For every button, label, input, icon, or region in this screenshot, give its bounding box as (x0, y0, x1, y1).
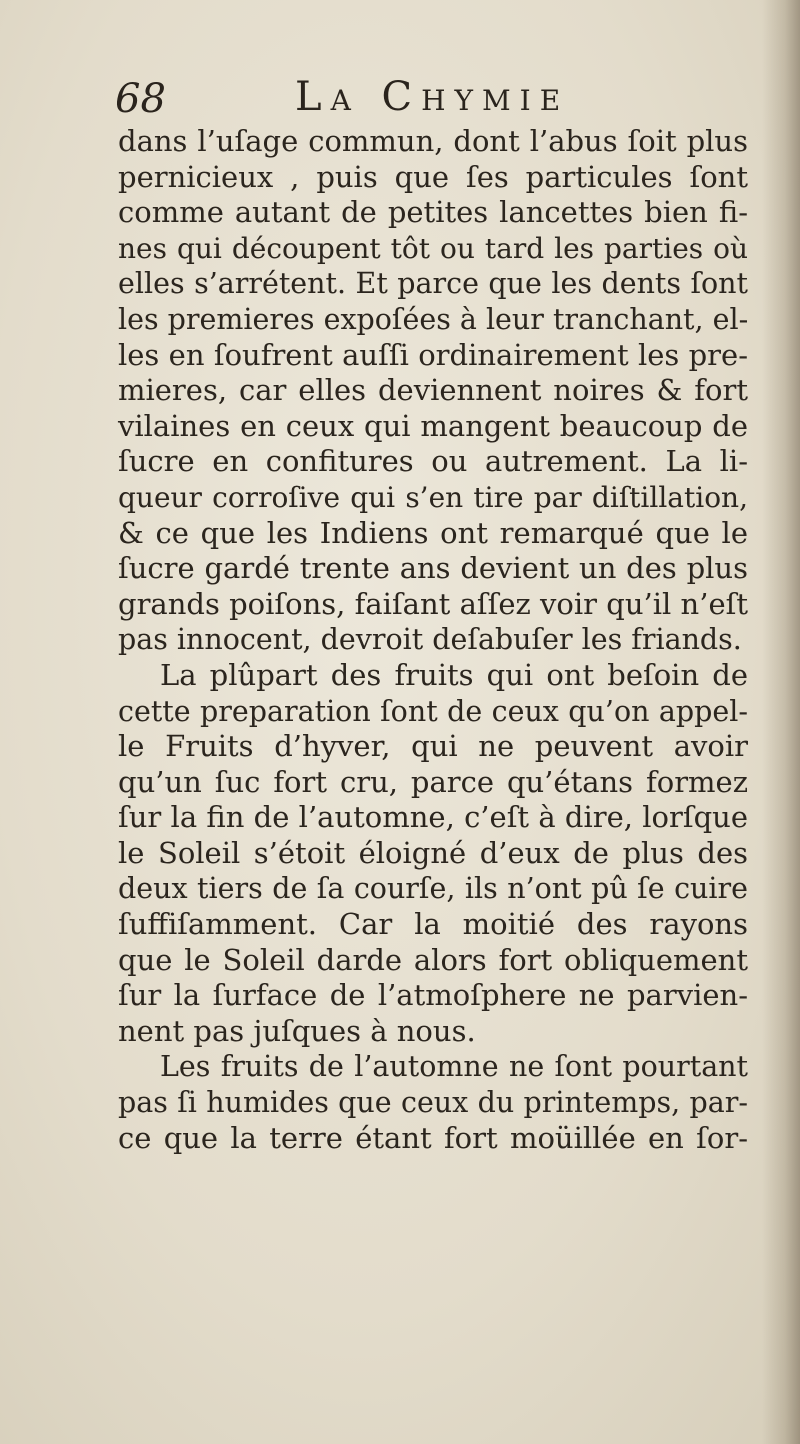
text-line: queur corroſive qui s’en tire par diſtillation, (118, 480, 748, 514)
text-line: deux tiers de ſa courſe, ils n’ont pû ſe cuire (118, 872, 748, 906)
text-line: les premieres expoſées à leur tranchant, el- (118, 302, 749, 336)
text-line: Les fruits de l’automne ne ſont pourtant (160, 1050, 748, 1084)
text-line: le Soleil s’étoit éloigné d’eux de plus des (118, 835, 748, 870)
text-line: les en ſoufrent auſſi ordinairement les pre- (118, 337, 748, 372)
text-line: nes qui découpent tôt ou tard les parties où (118, 231, 748, 265)
text-line: ſur la ſurface de l’atmoſphere ne parvien- (118, 978, 748, 1013)
text-line: pas ſi humides que ceux du printemps, par- (118, 1086, 748, 1120)
text-line: vilaines en ceux qui mangent beaucoup de (118, 408, 748, 443)
text-line: ſuffiſamment. Car la moitié des rayons (118, 907, 748, 942)
text-line: pernicieux , puis que ſes particules ſont (118, 159, 748, 194)
text-line: grands poiſons, faiſant aſſez voir qu’il n’eſt (118, 586, 748, 621)
text-line: comme autant de petites lancettes bien fi- (118, 195, 748, 230)
text-line: nent pas juſques à nous. (118, 1013, 476, 1048)
text-line: pas innocent, devroit deſabuſer les friands. (118, 623, 742, 657)
text-line: La plûpart des fruits qui ont beſoin de (160, 657, 748, 692)
running-title: La Chymie (295, 74, 570, 120)
text-line: ce que la terre étant fort moüillée en ſor- (118, 1120, 748, 1155)
text-line: cette preparation ſont de ceux qu’on appel- (118, 694, 748, 728)
text-line: que le Soleil darde alors fort obliquement (118, 942, 748, 977)
text-line: ſucre en confitures ou autrement. La li- (118, 444, 748, 479)
text-line: elles s’arrétent. Et parce que les dents ſont (118, 267, 748, 301)
text-line: mieres, car elles deviennent noires & fort (118, 373, 748, 408)
page-header (115, 70, 735, 130)
page-number: 68 (115, 76, 166, 122)
body-text (118, 124, 748, 1156)
text-line: dans l’uſage commun, dont l’abus ſoit plus (118, 124, 748, 158)
page-gutter-shadow (762, 0, 800, 1444)
text-line: ſur la fin de l’automne, c’eſt à dire, lorſque (118, 800, 748, 835)
text-line: qu’un ſuc fort cru, parce qu’étans formez (118, 764, 748, 799)
text-line: & ce que les Indiens ont remarqué que le (118, 515, 748, 550)
text-line: ſucre gardé trente ans devient un des plus (118, 551, 748, 586)
text-line: le Fruits d’hyver, qui ne peuvent avoir (118, 729, 748, 764)
